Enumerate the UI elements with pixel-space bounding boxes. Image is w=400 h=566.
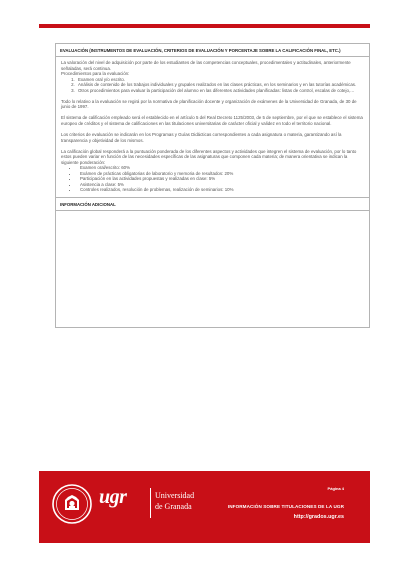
weight-item: • Exámen de prácticas obligatorias de laboratorio y memoria de resultados: 20% [78,171,365,177]
weight-item: • Controles realizados, resolución de problemas, realización de seminarios: 10% [78,187,365,193]
footer-banner [39,471,370,543]
evaluation-heading: EVALUACIÓN (INSTRUMENTOS DE EVALUACIÓN, CRITERIOS DE EVALUACIÓN Y PORCENTAJE SOBRE LA CALIFICACIÓN FINAL, ETC.) [56,44,369,57]
brand-granada-label: de Granada [155,502,192,511]
footer-url-link[interactable]: http://grados.ugr.es [293,514,344,520]
top-red-bar [39,24,370,28]
evaluation-table [55,43,370,328]
weight-item: • Asistencia a clase: 5% [78,182,365,188]
brand-ugr-text: ugr [99,486,127,508]
procedure-item: 1. Examen oral y/o escrito. [76,77,365,83]
evaluation-intro [61,60,365,77]
global-paragraph: La calificación global responderá a la puntuación ponderada de los diferentes aspectos y actividades que integren el sistema de evaluación, por lo tanto estos pueden variar en función de las necesidades específicas de las asignaturas que componen cada materia; de manera orientativa se indican la siguiente ponderación: [61,148,357,165]
weights-list [61,165,365,193]
additional-info-heading: INFORMACIÓN ADICIONAL [56,197,369,211]
additional-info-body [56,211,369,231]
intro-text: La valoración del nivel de adquisición por parte de los estudiantes de las competencias conceptuales, procedimentales y actitudinales, anteriormente señaladas, será continua. [61,60,351,71]
brand-divider [150,488,151,518]
procedures-label: Procedimientos para la evaluación: [61,71,130,77]
weight-item: • Examen oral/escrito: 60% [78,165,365,171]
normativa-paragraph: Todo lo relativo a la evaluación se regirá por la normativa de planificación docente y organización de exámenes de la Universidad de Granada, de 30 de junio de 1997. [61,98,357,110]
procedures-list [61,77,365,94]
weight-item: • Participación en las actividades propuestas y realizadas en clase: 5% [78,176,365,182]
evaluation-body [56,57,369,197]
university-seal-icon [51,483,93,525]
procedure-item: 2. Análisis de contenido de los trabajos individuales y grupales realizados en las clases prácticas, en los seminarios y en las tutorías académicas. [76,82,365,88]
footer-info-line: INFORMACIÓN SOBRE TITULACIONES DE LA UGR [227,504,344,509]
page-number: Página 4 [327,486,344,491]
procedure-item: 3. Otros procedimientos para evaluar la participación del alumno en las diferentes actividades planificadas: listas de control, escalas de cotejo,… [76,88,365,94]
brand-university-label: Universidad [155,491,195,500]
sistema-paragraph: El sistema de calificación empleado será el establecido en el artículo 5 del Real Decreto 1125/2003, de 5 de septiembre, por el que se establece el sistema europeo de créditos y el sistema de calificaciones en las titulaciones universitarias de carácter oficial y validez en todo el territorio nacional. [61,115,363,126]
criterios-paragraph: Los criterios de evaluación se indicarán en los Programas y Guías Didácticas correspondientes a cada asignatura o materia, garantizando así la transparencia y objetividad de los mismos. [61,131,342,143]
